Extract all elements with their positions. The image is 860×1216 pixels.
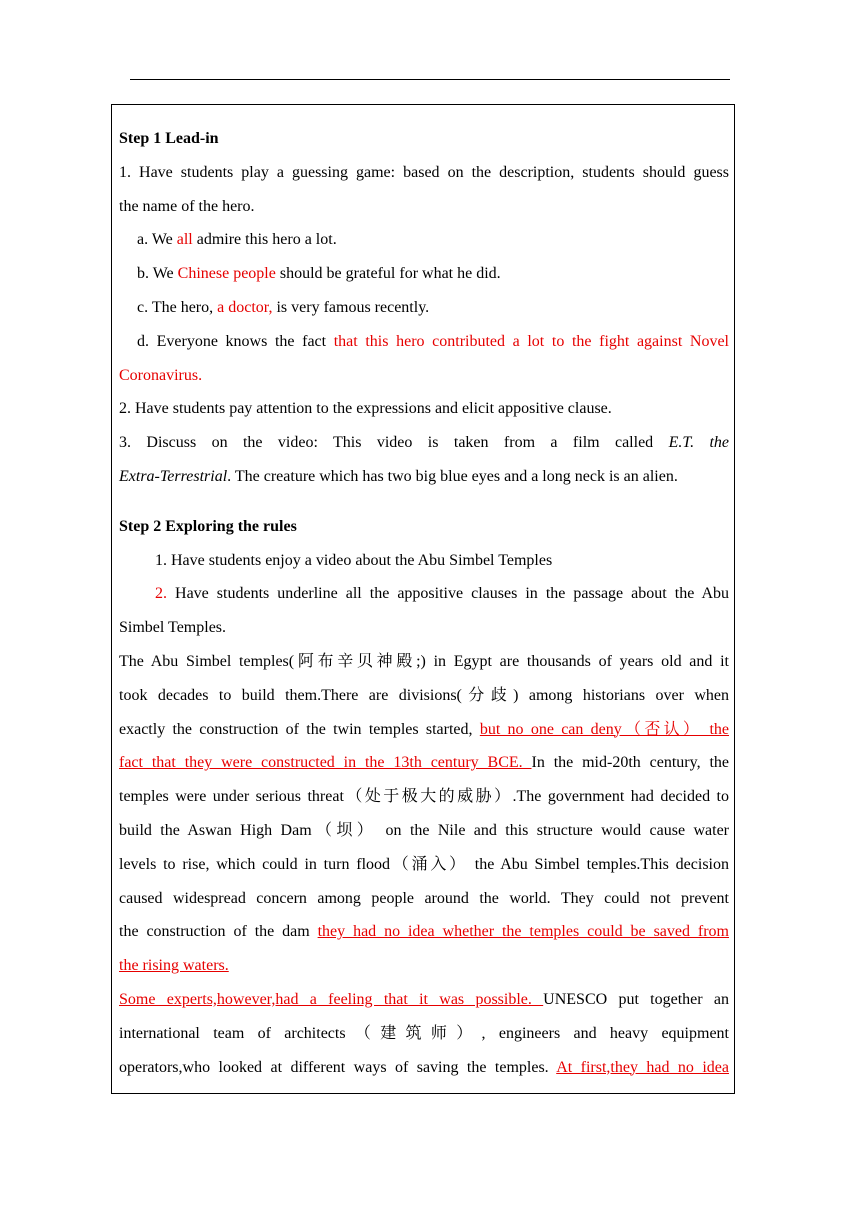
step2-item2-line1: 2. Have students underline all the appositive clauses in the passage about the Abu (155, 585, 729, 603)
hint-a-highlight: all (176, 231, 193, 249)
step1-item3-line1: 3. Discuss on the video: This video is taken from a film called E.T. the (119, 434, 729, 452)
hint-d: d. Everyone knows the fact that this hero contributed a lot to the fight against Novel (137, 332, 729, 350)
hint-c: c. The hero, a doctor, is very famous recently. (137, 298, 430, 316)
appositive-clause: they had no idea whether the temples could be saved from (317, 923, 729, 941)
passage-line: The Abu Simbel temples(阿布辛贝神殿;) in Egypt are thousands of years old and it (119, 652, 729, 670)
step1-item2: 2. Have students pay attention to the expressions and elicit appositive clause. (119, 400, 612, 418)
step1-item1-line1: 1. Have students play a guessing game: based on the description, students should guess (119, 163, 729, 181)
step1-title: Step 1 Lead-in (119, 130, 219, 147)
passage-line: levels to rise, which could in turn flood（涌入） the Abu Simbel temples.This decision (119, 855, 729, 873)
step1-item1-line2: the name of the hero. (119, 197, 255, 215)
appositive-clause: the rising waters. (119, 957, 229, 975)
hint-b: b. We Chinese people should be grateful for what he did. (137, 265, 501, 283)
hint-d-highlight: that this hero contributed a lot to the fight against Novel (333, 332, 729, 350)
step2-item2-line2: Simbel Temples. (119, 619, 227, 637)
passage-line: the construction of the dam they had no idea whether the temples could be saved from (119, 923, 729, 941)
passage-line: exactly the construction of the twin temples started, but no one can deny（否认） the (119, 720, 729, 738)
hint-a: a. We all admire this hero a lot. (137, 231, 337, 249)
step2-title: Step 2 Exploring the rules (119, 517, 297, 535)
passage-line: operators,who looked at different ways of saving the temples. At first,they had no idea (119, 1058, 729, 1076)
appositive-clause: Some experts,however,had a feeling that it was possible. (119, 990, 544, 1008)
header-rule (130, 79, 730, 80)
passage-line: caused widespread concern among people around the world. They could not prevent (119, 889, 729, 907)
passage-line: temples were under serious threat（处于极大的威胁）.The government had decided to (119, 788, 729, 806)
passage-line: took decades to build them.There are divisions(分歧) among historians over when (119, 686, 729, 704)
film-title-part2: Extra-Terrestrial (119, 467, 228, 485)
hint-d-cont: Coronavirus. (119, 366, 203, 384)
hint-b-highlight: Chinese people (177, 265, 276, 283)
step2-item2-number: 2. (155, 585, 167, 603)
step2-item1: 1. Have students enjoy a video about the Abu Simbel Temples (155, 551, 553, 569)
hint-c-highlight: a doctor, (217, 298, 273, 316)
document-body (119, 122, 729, 1084)
step1-item3-line2: Extra-Terrestrial. The creature which has two big blue eyes and a long neck is an alien. (119, 467, 678, 485)
film-title-part1: E.T. the (668, 434, 729, 452)
appositive-clause: At first,they had no idea (556, 1058, 729, 1076)
appositive-clause: fact that they were constructed in the 13th century BCE. (119, 754, 532, 772)
passage-line: international team of architects（建筑师）, engineers and heavy equipment (119, 1024, 729, 1042)
appositive-clause: but no one can deny（否认） the (479, 720, 729, 738)
passage-line: fact that they were constructed in the 13th century BCE. In the mid-20th century, the (119, 754, 729, 772)
passage-line: Some experts,however,had a feeling that it was possible. UNESCO put together an (119, 990, 729, 1008)
passage-line: build the Aswan High Dam（坝） on the Nile and this structure would cause water (119, 821, 729, 839)
passage-line (119, 949, 729, 983)
